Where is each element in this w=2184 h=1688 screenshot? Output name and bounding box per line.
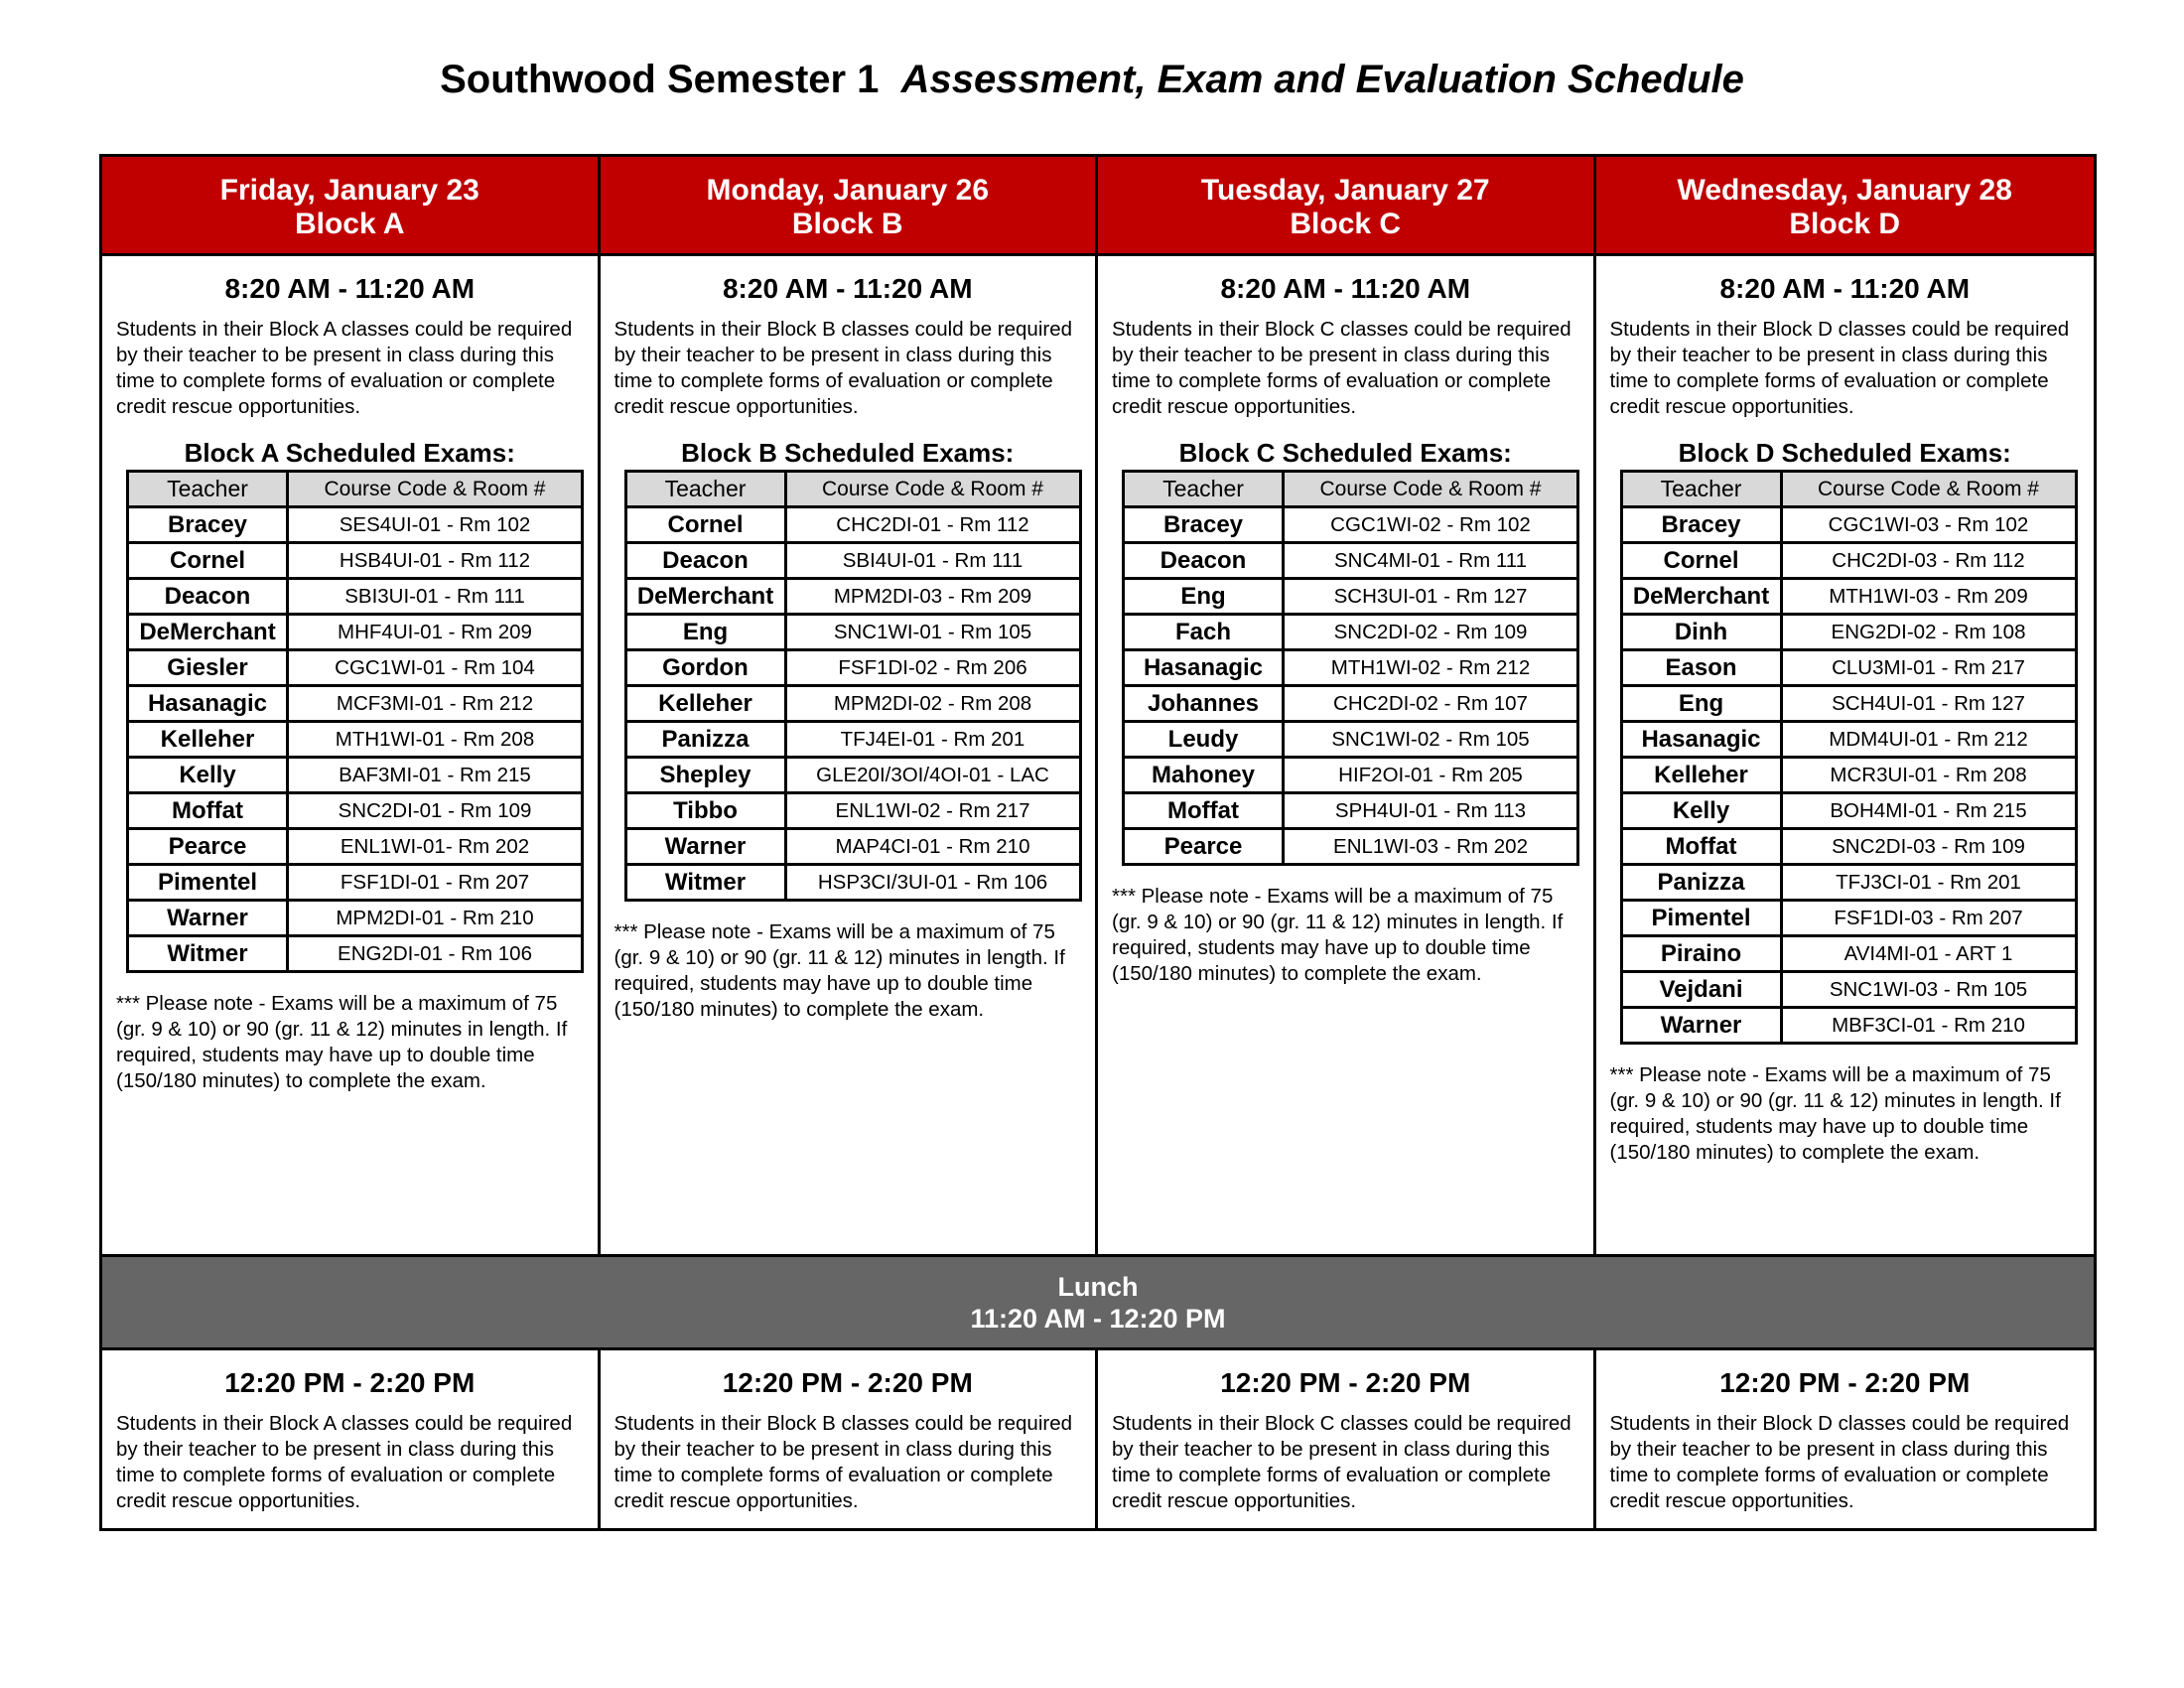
- exam-table: [126, 470, 584, 973]
- day-date: Tuesday, January 27: [1200, 174, 1490, 207]
- table-row: [625, 543, 1080, 579]
- day-date: Monday, January 26: [706, 174, 990, 207]
- morning-cell-block-a: [102, 256, 601, 1254]
- course-room: CHC2DI-02 - Rm 107: [1284, 686, 1578, 722]
- table-row: [1124, 650, 1578, 686]
- exam-table: [624, 470, 1082, 902]
- teacher-name: Cornel: [1621, 543, 1781, 579]
- teacher-name: Kelleher: [128, 722, 288, 758]
- course-room: BAF3MI-01 - Rm 215: [288, 758, 583, 793]
- course-room: SNC1WI-01 - Rm 105: [785, 615, 1080, 650]
- course-room: SBI3UI-01 - Rm 111: [288, 579, 583, 615]
- teacher-name: Moffat: [1124, 793, 1284, 829]
- table-row: [1124, 507, 1578, 543]
- course-room: MDM4UI-01 - Rm 212: [1781, 722, 2076, 758]
- teacher-name: Moffat: [128, 793, 288, 829]
- session-description: Students in their Block D classes could be required by their teacher to be present in class during this time to complete forms of evaluation or complete credit rescue opportunities.: [1609, 318, 2070, 418]
- morning-cell-block-d: [1596, 256, 2095, 1254]
- teacher-name: Kelleher: [1621, 758, 1781, 793]
- teacher-name: DeMerchant: [625, 579, 785, 615]
- teacher-name: Hasanagic: [1621, 722, 1781, 758]
- course-room: FSF1DI-01 - Rm 207: [288, 865, 583, 901]
- table-row: [625, 686, 1080, 722]
- table-row: [128, 758, 583, 793]
- table-row: [1621, 758, 2076, 793]
- course-room: SNC1WI-02 - Rm 105: [1284, 722, 1578, 758]
- teacher-name: Panizza: [1621, 865, 1781, 901]
- course-room: FSF1DI-03 - Rm 207: [1781, 901, 2076, 936]
- table-row: [625, 758, 1080, 793]
- afternoon-cell-block-a: [102, 1350, 601, 1528]
- teacher-name: Cornel: [128, 543, 288, 579]
- teacher-name: Pearce: [1124, 829, 1284, 865]
- teacher-name: Bracey: [128, 507, 288, 543]
- table-row: [625, 579, 1080, 615]
- table-row: [625, 722, 1080, 758]
- teacher-name: Deacon: [1124, 543, 1284, 579]
- table-row: [128, 579, 583, 615]
- course-room: MPM2DI-02 - Rm 208: [785, 686, 1080, 722]
- course-room: HSP3CI/3UI-01 - Rm 106: [785, 865, 1080, 901]
- session-time: 12:20 PM - 2:20 PM: [722, 1367, 973, 1398]
- lunch-banner: [102, 1257, 2094, 1350]
- day-date: Friday, January 23: [219, 174, 479, 207]
- table-row: [625, 793, 1080, 829]
- course-room: SNC4MI-01 - Rm 111: [1284, 543, 1578, 579]
- table-row: [128, 650, 583, 686]
- course-room: ENL1WI-01- Rm 202: [288, 829, 583, 865]
- table-row: [1124, 758, 1578, 793]
- afternoon-cell-block-c: [1098, 1350, 1596, 1528]
- teacher-name: Vejdani: [1621, 972, 1781, 1008]
- morning-session-row: [102, 256, 2094, 1257]
- exams-heading: Block C Scheduled Exams:: [1178, 438, 1512, 468]
- column-header-course: Course Code & Room #: [785, 472, 1080, 507]
- table-row: [1124, 829, 1578, 865]
- teacher-name: Pimentel: [128, 865, 288, 901]
- teacher-name: Hasanagic: [1124, 650, 1284, 686]
- teacher-name: Warner: [1621, 1008, 1781, 1044]
- table-row: [1621, 543, 2076, 579]
- table-row: [1621, 579, 2076, 615]
- teacher-name: Warner: [128, 901, 288, 936]
- exam-note: *** Please note - Exams will be a maximum of 75 (gr. 9 & 10) or 90 (gr. 11 & 12) minutes in length. If required, students may have up to double time (150/180 minutes) to complete the exam.: [1112, 885, 1564, 985]
- course-room: SNC2DI-03 - Rm 109: [1781, 829, 2076, 865]
- table-row: [128, 722, 583, 758]
- table-row: [1621, 901, 2076, 936]
- teacher-name: Cornel: [625, 507, 785, 543]
- course-room: TFJ4EI-01 - Rm 201: [785, 722, 1080, 758]
- table-row: [128, 829, 583, 865]
- lunch-time: 11:20 AM - 12:20 PM: [970, 1304, 1226, 1334]
- table-row: [1124, 793, 1578, 829]
- course-room: MTH1WI-02 - Rm 212: [1284, 650, 1578, 686]
- title-subtitle: Assessment, Exam and Evaluation Schedule: [900, 58, 1744, 101]
- column-header-course: Course Code & Room #: [1781, 472, 2076, 507]
- session-description: Students in their Block D classes could be required by their teacher to be present in class during this time to complete forms of evaluation or complete credit rescue opportunities.: [1609, 1412, 2070, 1512]
- teacher-name: Pearce: [128, 829, 288, 865]
- course-room: GLE20I/3OI/4OI-01 - LAC: [785, 758, 1080, 793]
- session-time: 12:20 PM - 2:20 PM: [1719, 1367, 1971, 1398]
- session-description: Students in their Block B classes could be required by their teacher to be present in class during this time to complete forms of evaluation or complete credit rescue opportunities.: [614, 318, 1073, 418]
- day-block: Block D: [1789, 208, 1901, 240]
- course-room: CGC1WI-02 - Rm 102: [1284, 507, 1578, 543]
- teacher-name: Eng: [1621, 686, 1781, 722]
- course-room: HSB4UI-01 - Rm 112: [288, 543, 583, 579]
- exams-heading: Block A Scheduled Exams:: [184, 438, 515, 468]
- course-room: BOH4MI-01 - Rm 215: [1781, 793, 2076, 829]
- course-room: SCH4UI-01 - Rm 127: [1781, 686, 2076, 722]
- table-row: [1124, 579, 1578, 615]
- day-header-block-b: [601, 157, 1099, 253]
- table-row: [128, 865, 583, 901]
- course-room: MCR3UI-01 - Rm 208: [1781, 758, 2076, 793]
- course-room: SNC2DI-02 - Rm 109: [1284, 615, 1578, 650]
- teacher-name: Fach: [1124, 615, 1284, 650]
- day-date: Wednesday, January 28: [1677, 174, 2012, 207]
- afternoon-session-row: [102, 1350, 2094, 1528]
- table-row: [625, 615, 1080, 650]
- course-room: CGC1WI-03 - Rm 102: [1781, 507, 2076, 543]
- teacher-name: Kelleher: [625, 686, 785, 722]
- page-title: [0, 58, 2184, 102]
- course-room: ENG2DI-01 - Rm 106: [288, 936, 583, 972]
- session-time: 8:20 AM - 11:20 AM: [224, 273, 476, 304]
- teacher-name: Kelly: [1621, 793, 1781, 829]
- afternoon-cell-block-d: [1596, 1350, 2095, 1528]
- table-row: [1124, 686, 1578, 722]
- exams-heading: Block B Scheduled Exams:: [681, 438, 1015, 468]
- course-room: CGC1WI-01 - Rm 104: [288, 650, 583, 686]
- table-row: [625, 650, 1080, 686]
- table-header-row: [1621, 472, 2076, 507]
- course-room: MTH1WI-01 - Rm 208: [288, 722, 583, 758]
- table-row: [128, 543, 583, 579]
- session-description: Students in their Block A classes could be required by their teacher to be present in class during this time to complete forms of evaluation or complete credit rescue opportunities.: [116, 318, 573, 418]
- table-row: [128, 936, 583, 972]
- exam-note: *** Please note - Exams will be a maximum of 75 (gr. 9 & 10) or 90 (gr. 11 & 12) minutes in length. If required, students may have up to double time (150/180 minutes) to complete the exam.: [116, 992, 568, 1092]
- table-row: [1124, 543, 1578, 579]
- course-room: ENG2DI-02 - Rm 108: [1781, 615, 2076, 650]
- table-row: [625, 829, 1080, 865]
- morning-cell-block-c: [1098, 256, 1596, 1254]
- day-block: Block B: [791, 208, 903, 240]
- table-row: [625, 865, 1080, 901]
- day-header-row: [102, 157, 2094, 256]
- column-header-teacher: Teacher: [625, 472, 785, 507]
- course-room: SBI4UI-01 - Rm 111: [785, 543, 1080, 579]
- course-room: ENL1WI-02 - Rm 217: [785, 793, 1080, 829]
- course-room: MTH1WI-03 - Rm 209: [1781, 579, 2076, 615]
- course-room: SNC1WI-03 - Rm 105: [1781, 972, 2076, 1008]
- exam-table: [1620, 470, 2078, 1045]
- table-row: [1621, 829, 2076, 865]
- teacher-name: DeMerchant: [1621, 579, 1781, 615]
- teacher-name: Eason: [1621, 650, 1781, 686]
- table-header-row: [625, 472, 1080, 507]
- table-row: [128, 507, 583, 543]
- table-row: [1621, 865, 2076, 901]
- course-room: MHF4UI-01 - Rm 209: [288, 615, 583, 650]
- course-room: TFJ3CI-01 - Rm 201: [1781, 865, 2076, 901]
- session-time: 12:20 PM - 2:20 PM: [1220, 1367, 1471, 1398]
- table-row: [128, 793, 583, 829]
- column-header-course: Course Code & Room #: [1284, 472, 1578, 507]
- teacher-name: Deacon: [625, 543, 785, 579]
- day-header-block-c: [1098, 157, 1596, 253]
- teacher-name: Mahoney: [1124, 758, 1284, 793]
- session-time: 12:20 PM - 2:20 PM: [224, 1367, 476, 1398]
- table-row: [1621, 650, 2076, 686]
- table-row: [1124, 615, 1578, 650]
- course-room: AVI4MI-01 - ART 1: [1781, 936, 2076, 972]
- table-row: [1621, 793, 2076, 829]
- exams-heading: Block D Scheduled Exams:: [1678, 438, 2011, 468]
- course-room: CHC2DI-03 - Rm 112: [1781, 543, 2076, 579]
- course-room: SES4UI-01 - Rm 102: [288, 507, 583, 543]
- table-row: [625, 507, 1080, 543]
- teacher-name: DeMerchant: [128, 615, 288, 650]
- day-block: Block C: [1290, 208, 1402, 240]
- teacher-name: Bracey: [1621, 507, 1781, 543]
- table-row: [1621, 1008, 2076, 1044]
- course-room: MCF3MI-01 - Rm 212: [288, 686, 583, 722]
- teacher-name: Witmer: [625, 865, 785, 901]
- teacher-name: Tibbo: [625, 793, 785, 829]
- teacher-name: Moffat: [1621, 829, 1781, 865]
- teacher-name: Johannes: [1124, 686, 1284, 722]
- morning-cell-block-b: [601, 256, 1099, 1254]
- teacher-name: Kelly: [128, 758, 288, 793]
- lunch-label: Lunch: [1057, 1272, 1139, 1302]
- table-row: [128, 901, 583, 936]
- teacher-name: Hasanagic: [128, 686, 288, 722]
- session-description: Students in their Block B classes could be required by their teacher to be present in class during this time to complete forms of evaluation or complete credit rescue opportunities.: [614, 1412, 1073, 1512]
- table-row: [128, 686, 583, 722]
- teacher-name: Eng: [1124, 579, 1284, 615]
- afternoon-cell-block-b: [601, 1350, 1099, 1528]
- course-room: SCH3UI-01 - Rm 127: [1284, 579, 1578, 615]
- session-description: Students in their Block C classes could be required by their teacher to be present in class during this time to complete forms of evaluation or complete credit rescue opportunities.: [1112, 1412, 1571, 1512]
- exam-table: [1122, 470, 1579, 866]
- course-room: SPH4UI-01 - Rm 113: [1284, 793, 1578, 829]
- table-row: [1621, 686, 2076, 722]
- course-room: CHC2DI-01 - Rm 112: [785, 507, 1080, 543]
- teacher-name: Panizza: [625, 722, 785, 758]
- table-row: [1621, 722, 2076, 758]
- teacher-name: Warner: [625, 829, 785, 865]
- teacher-name: Shepley: [625, 758, 785, 793]
- exam-note: *** Please note - Exams will be a maximum of 75 (gr. 9 & 10) or 90 (gr. 11 & 12) minutes in length. If required, students may have up to double time (150/180 minutes) to complete the exam.: [614, 920, 1065, 1021]
- teacher-name: Witmer: [128, 936, 288, 972]
- table-row: [1621, 507, 2076, 543]
- column-header-teacher: Teacher: [1621, 472, 1781, 507]
- table-header-row: [128, 472, 583, 507]
- exam-note: *** Please note - Exams will be a maximum of 75 (gr. 9 & 10) or 90 (gr. 11 & 12) minutes in length. If required, students may have up to double time (150/180 minutes) to complete the exam.: [1609, 1063, 2061, 1164]
- teacher-name: Pimentel: [1621, 901, 1781, 936]
- table-row: [1124, 722, 1578, 758]
- teacher-name: Dinh: [1621, 615, 1781, 650]
- course-room: MPM2DI-01 - Rm 210: [288, 901, 583, 936]
- table-row: [1621, 936, 2076, 972]
- teacher-name: Giesler: [128, 650, 288, 686]
- course-room: FSF1DI-02 - Rm 206: [785, 650, 1080, 686]
- session-time: 8:20 AM - 11:20 AM: [1719, 273, 1971, 304]
- day-header-block-d: [1596, 157, 2095, 253]
- day-block: Block A: [294, 208, 405, 240]
- course-room: MAP4CI-01 - Rm 210: [785, 829, 1080, 865]
- schedule-grid: [99, 154, 2097, 1531]
- table-row: [1621, 972, 2076, 1008]
- column-header-course: Course Code & Room #: [288, 472, 583, 507]
- table-row: [128, 615, 583, 650]
- course-room: CLU3MI-01 - Rm 217: [1781, 650, 2076, 686]
- teacher-name: Bracey: [1124, 507, 1284, 543]
- course-room: HIF2OI-01 - Rm 205: [1284, 758, 1578, 793]
- session-time: 8:20 AM - 11:20 AM: [1220, 273, 1471, 304]
- session-description: Students in their Block C classes could be required by their teacher to be present in class during this time to complete forms of evaluation or complete credit rescue opportunities.: [1112, 318, 1571, 418]
- course-room: MBF3CI-01 - Rm 210: [1781, 1008, 2076, 1044]
- column-header-teacher: Teacher: [128, 472, 288, 507]
- teacher-name: Deacon: [128, 579, 288, 615]
- session-description: Students in their Block A classes could be required by their teacher to be present in class during this time to complete forms of evaluation or complete credit rescue opportunities.: [116, 1412, 573, 1512]
- teacher-name: Leudy: [1124, 722, 1284, 758]
- course-room: MPM2DI-03 - Rm 209: [785, 579, 1080, 615]
- session-time: 8:20 AM - 11:20 AM: [722, 273, 973, 304]
- column-header-teacher: Teacher: [1124, 472, 1284, 507]
- title-school: Southwood Semester 1: [440, 58, 880, 101]
- course-room: ENL1WI-03 - Rm 202: [1284, 829, 1578, 865]
- table-header-row: [1124, 472, 1578, 507]
- table-row: [1621, 615, 2076, 650]
- teacher-name: Eng: [625, 615, 785, 650]
- course-room: SNC2DI-01 - Rm 109: [288, 793, 583, 829]
- teacher-name: Gordon: [625, 650, 785, 686]
- day-header-block-a: [102, 157, 601, 253]
- teacher-name: Piraino: [1621, 936, 1781, 972]
